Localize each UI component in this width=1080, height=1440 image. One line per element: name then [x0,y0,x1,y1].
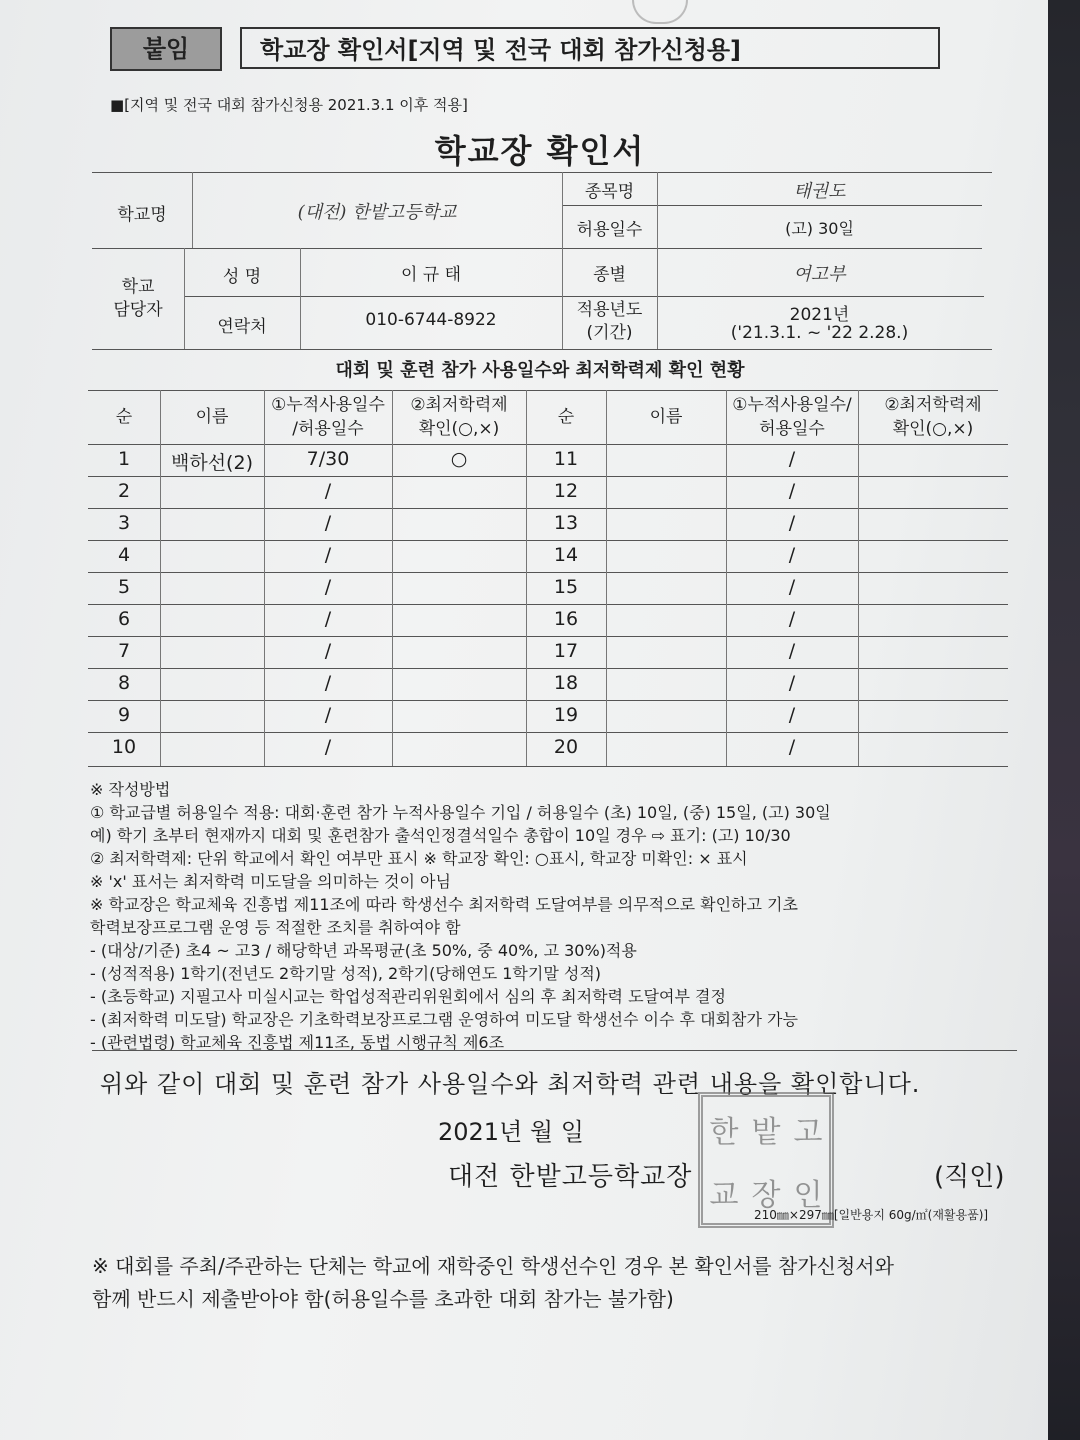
seal-label: (직인) [934,1162,1005,1192]
table-cell-name: 백하선(2) [171,452,253,474]
period-value: ('21.3.1. ~ '22 2.28.) [730,323,909,343]
table-cell-days: / [324,704,332,726]
table-cell-days: / [788,704,796,726]
school-seal-icon: 한 밭 고 교 장 인 [698,1092,834,1228]
note-line: - (최저학력 미도달) 학교장은 기초학력보장프로그램 운영하여 미도달 학생선수 이수 후 대회참가 가능 [90,1010,798,1029]
page-title: 학교장 확인서 [434,132,646,170]
table-cell-no: 5 [117,576,131,598]
table-cell-days: / [324,576,332,598]
table-cell-days: / [324,640,332,662]
note-line: - (관련법령) 학교체육 진흥법 제11조, 동법 시행규칙 제6조 [90,1033,505,1052]
table-cell-no: 10 [111,736,137,758]
table-cell-no: 9 [117,704,131,726]
table-cell-no: 20 [553,736,579,758]
table-cell-no: 17 [553,640,579,662]
table-cell-no: 4 [117,544,131,566]
table-cell-days: / [788,576,796,598]
desk-background [1048,0,1080,1440]
table-cell-days: / [788,480,796,502]
document-box-title: 학교장 확인서[지역 및 전국 대회 참가신청용] [240,27,940,69]
table-cell-no: 13 [553,512,579,534]
table-cell-no: 2 [117,480,131,502]
table-cell-no: 14 [553,544,579,566]
staff-name-label: 성 명 [222,267,262,287]
sport-value: 태권도 [793,181,846,202]
staff-label: 학교 담당자 [113,277,163,320]
col-header-days-2: ①누적사용일수/ 허용일수 [732,395,852,439]
col-header-name-2: 이름 [649,407,683,427]
col-header-check-2: ②최저학력제 확인(○,×) [884,395,982,439]
allowed-days-label: 허용일수 [576,220,643,240]
footer-line: 함께 반드시 제출받아야 함(허용일수를 초과한 대회 참가는 불가함) [92,1287,674,1311]
usage-table [88,390,1008,768]
table-cell-no: 16 [553,608,579,630]
table-cell-days: / [788,640,796,662]
note-line: 학력보장프로그램 운영 등 적절한 조치를 취하여야 함 [90,918,461,937]
note-line: - (초등학교) 지필고사 미실시교는 학업성적관리위원회에서 심의 후 최저학력 도달여부 결정 [90,987,726,1006]
table-cell-days: / [788,608,796,630]
paper-spec: 210㎜×297㎜[일반용지 60g/㎡(재활용품)] [754,1208,989,1222]
writing-instructions [90,778,1030,1054]
note-line: ※ 작성방법 [90,780,171,799]
note-line: ① 학교급별 허용일수 적용: 대회·훈련 참가 누적사용일수 기입 / 허용일수 (초) 10일, (중) 15일, (고) 30일 [90,803,831,822]
table-cell-days: / [788,736,796,758]
note-line: - (대상/기준) 초4 ~ 고3 / 해당학년 과목평균(초 50%, 중 40%, 고 30%)적용 [90,941,637,960]
note-line: ※ 'x' 표서는 최저학력 미도달을 의미하는 것이 아님 [90,872,451,891]
note-line: ※ 학교장은 학교체육 진흥법 제11조에 따라 학생선수 최저학력 도달여부를 의무적으로 확인하고 기초 [90,895,798,914]
confirmation-statement: 위와 같이 대회 및 훈련 참가 사용일수와 최저학력 관련 내용을 확인합니다. [100,1070,921,1098]
col-header-name: 이름 [195,407,229,427]
col-header-check: ②최저학력제 확인(○,×) [410,395,508,439]
category-label: 종별 [593,265,626,285]
allowed-days-value: (고) 30일 [785,219,854,238]
table-cell-check: ○ [450,448,468,470]
table-cell-no: 8 [117,672,131,694]
contact-label: 연락처 [217,317,267,337]
table-cell-days: / [324,736,332,758]
table-cell-no: 19 [553,704,579,726]
note-line: ② 최저학력제: 단위 학교에서 확인 여부만 표시 ※ 학교장 확인: ○표시, 학교장 미확인: × 표시 [90,849,748,868]
application-note: ■[지역 및 전국 대회 참가신청용 2021.3.1 이후 적용] [110,96,468,114]
table-cell-no: 18 [553,672,579,694]
col-header-days: ①누적사용일수 /허용일수 [271,395,385,439]
contact-value: 010-6744-8922 [365,310,497,330]
col-header-no-2: 순 [557,407,575,427]
col-header-no: 순 [115,407,133,427]
table-cell-no: 15 [553,576,579,598]
table-cell-days: / [324,672,332,694]
table-cell-days: / [788,448,796,470]
year-value: 2021년 [789,305,850,325]
school-info-table [92,172,992,350]
note-line: 예) 학기 초부터 현재까지 대회 및 훈련참가 출석인정결석일수 총합이 10일 경우 ⇨ 표기: (고) 10/30 [90,826,791,845]
table-cell-no: 3 [117,512,131,534]
attachment-label: 붙임 [110,27,222,71]
note-line: - (성적적용) 1학기(전년도 2학기말 성적), 2학기(당해연도 1학기말 성적) [90,964,602,983]
sport-label: 종목명 [584,182,635,202]
school-name-value: (대전) 한밭고등학교 [297,202,457,223]
table-cell-no: 1 [117,448,131,470]
year-label: 적용년도 (기간) [576,300,643,343]
school-name-label: 학교명 [117,205,167,225]
divider [92,1050,1017,1051]
staff-name-value: 이 규 태 [400,265,462,285]
table-cell-days: / [324,480,332,502]
table-cell-days: / [788,512,796,534]
table-cell-days: / [788,672,796,694]
footer-line: ※ 대회를 주최/주관하는 단체는 학교에 재학중인 학생선수인 경우 본 확인서를 참가신청서와 [92,1254,894,1278]
signature-date: 2021년 월 일 [438,1118,584,1146]
table-cell-days: / [324,608,332,630]
submission-notice [92,1250,894,1316]
table-cell-no: 11 [553,448,579,470]
section-title: 대회 및 훈련 참가 사용일수와 최저학력제 확인 현황 [335,360,745,381]
category-value: 여고부 [793,264,846,285]
table-cell-days: / [324,544,332,566]
table-cell-days: / [788,544,796,566]
principal-signature: 대전 한밭고등학교장 [448,1162,693,1192]
table-cell-days: / [324,512,332,534]
table-cell-no: 6 [117,608,131,630]
table-cell-days: 7/30 [306,448,350,470]
table-cell-no: 7 [117,640,131,662]
table-cell-no: 12 [553,480,579,502]
